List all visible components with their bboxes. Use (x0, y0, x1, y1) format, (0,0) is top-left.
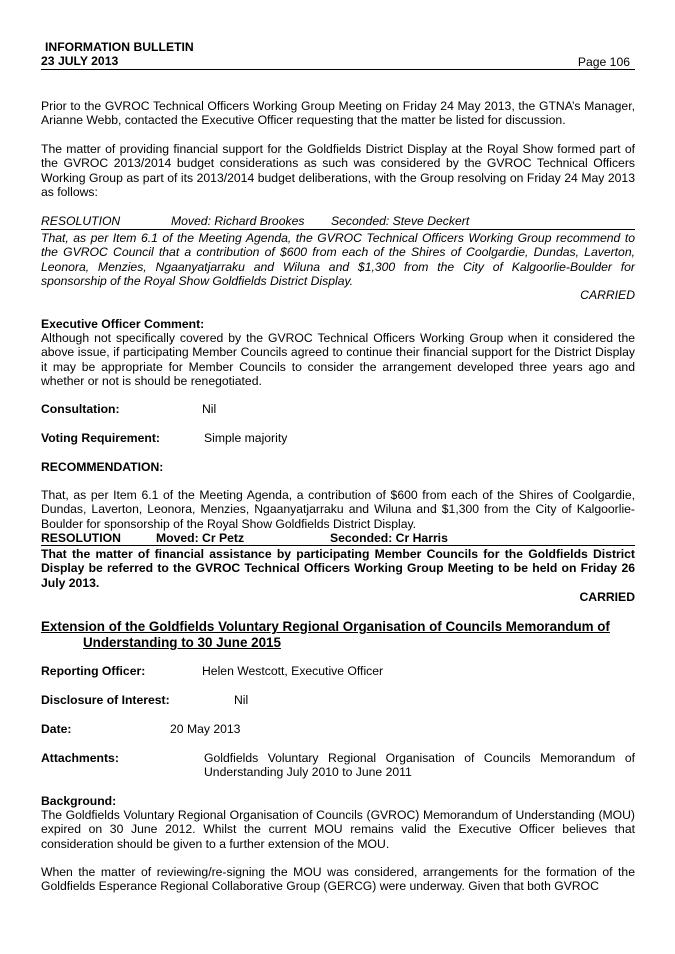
resolution-2-status: CARRIED (579, 590, 635, 604)
recommendation-heading: RECOMMENDATION: (41, 460, 164, 474)
voting-value: Simple majority (204, 431, 288, 445)
resolution-2-rule (41, 545, 635, 546)
resolution-1-seconded: Seconded: Steve Deckert (331, 214, 470, 228)
consultation-row (41, 402, 635, 417)
resolution-1-text: That, as per Item 6.1 of the Meeting Agenda, the GVROC Technical Officers Working Group recommend to the GVROC Council that a contribution of $600 from each of the Shires of Coolgardie, Dundas, Laverton, Leonora, Menzies, Ngaanyatjarraku and Wiluna and $1,300 from the City of Kalgoorlie-Boulder for sponsorship of the Royal Show Goldfields District Display. (41, 231, 635, 289)
date-label: Date: (41, 722, 72, 736)
date-value: 20 May 2013 (170, 722, 241, 736)
disclosure-row (41, 693, 635, 708)
resolution-2-text: That the matter of financial assistance by participating Member Councils for the Goldfields District Display be referred to the GVROC Technical Officers Working Group Meeting to be held on Friday 26 July 2013. (41, 547, 635, 590)
voting-row (41, 431, 635, 446)
reporting-officer-value: Helen Westcott, Executive Officer (202, 664, 384, 678)
date-row (41, 722, 635, 737)
disclosure-value: Nil (234, 693, 249, 707)
reporting-officer-row (41, 664, 635, 679)
resolution-1-moved: Moved: Richard Brookes (171, 214, 305, 228)
header-rule (41, 69, 635, 70)
resolution-2-header (41, 531, 635, 546)
resolution-1-label: RESOLUTION (41, 214, 121, 228)
section-title-line-1: Extension of the Goldfields Voluntary Regional Organisation of Councils Memorandum of (41, 619, 610, 634)
bulletin-date: 23 JULY 2013 (41, 54, 119, 68)
resolution-1-status: CARRIED (580, 288, 635, 302)
resolution-1-header (41, 214, 635, 229)
attachments-value: Goldfields Voluntary Regional Organisation of Councils Memorandum of Understanding July 2010 to June 2011 (204, 751, 635, 780)
recommendation-text: That, as per Item 6.1 of the Meeting Agenda, a contribution of $600 from each of the Shires of Coolgardie, Dundas, Laverton, Leonora, Menzies, Ngaanyatjarraku and Wiluna and $1,300 from the City of Kalgoorlie-Boulder for sponsorship of the Royal Show Goldfields District Display. (41, 488, 635, 531)
resolution-2-seconded: Seconded: Cr Harris (330, 531, 448, 545)
consultation-value: Nil (202, 402, 217, 416)
resolution-1-rule (41, 229, 635, 230)
eo-comment-heading: Executive Officer Comment: (41, 317, 205, 331)
intro-paragraph-1: Prior to the GVROC Technical Officers Working Group Meeting on Friday 24 May 2013, the GTNA’s Manager, Arianne Webb, contacted the Executive Officer requesting that the matter be listed for discussion. (41, 99, 635, 128)
section-title-line-2: Understanding to 30 June 2015 (83, 635, 281, 650)
section-title (41, 619, 635, 651)
intro-paragraph-2: The matter of providing financial support for the Goldfields District Display at the Royal Show formed part of the GVROC 2013/2014 budget considerations as such was considered by the GVROC Technical Officers Working Group as part of its 2013/2014 budget deliberations, with the Group resolving on Friday 24 May 2013 as follows: (41, 142, 635, 200)
resolution-2-label: RESOLUTION (41, 531, 121, 545)
eo-comment-text: Although not specifically covered by the GVROC Technical Officers Working Group when it considered the above issue, if participating Member Councils agreed to continue their financial support for the District Display it may be appropriate for Member Councils to consider the arrangement developed three years ago and whether or not is should be renegotiated. (41, 331, 635, 389)
reporting-officer-label: Reporting Officer: (41, 664, 146, 678)
consultation-label: Consultation: (41, 402, 120, 416)
page-number: Page 106 (577, 55, 630, 69)
disclosure-label: Disclosure of Interest: (41, 693, 170, 707)
attachments-label: Attachments: (41, 751, 119, 765)
voting-label: Voting Requirement: (41, 431, 160, 445)
bulletin-title: INFORMATION BULLETIN (45, 40, 194, 54)
background-paragraph-2: When the matter of reviewing/re-signing the MOU was considered, arrangements for the formation of the Goldfields Esperance Regional Collaborative Group (GERCG) were underway. Given that both GVROC (41, 865, 635, 894)
background-paragraph-1: The Goldfields Voluntary Regional Organisation of Councils (GVROC) Memorandum of Understanding (MOU) expired on 30 June 2012. Whilst the current MOU remains valid the Executive Officer believes that consideration should be given to a further extension of the MOU. (41, 808, 635, 851)
background-heading: Background: (41, 794, 117, 808)
resolution-2-moved: Moved: Cr Petz (156, 531, 245, 545)
